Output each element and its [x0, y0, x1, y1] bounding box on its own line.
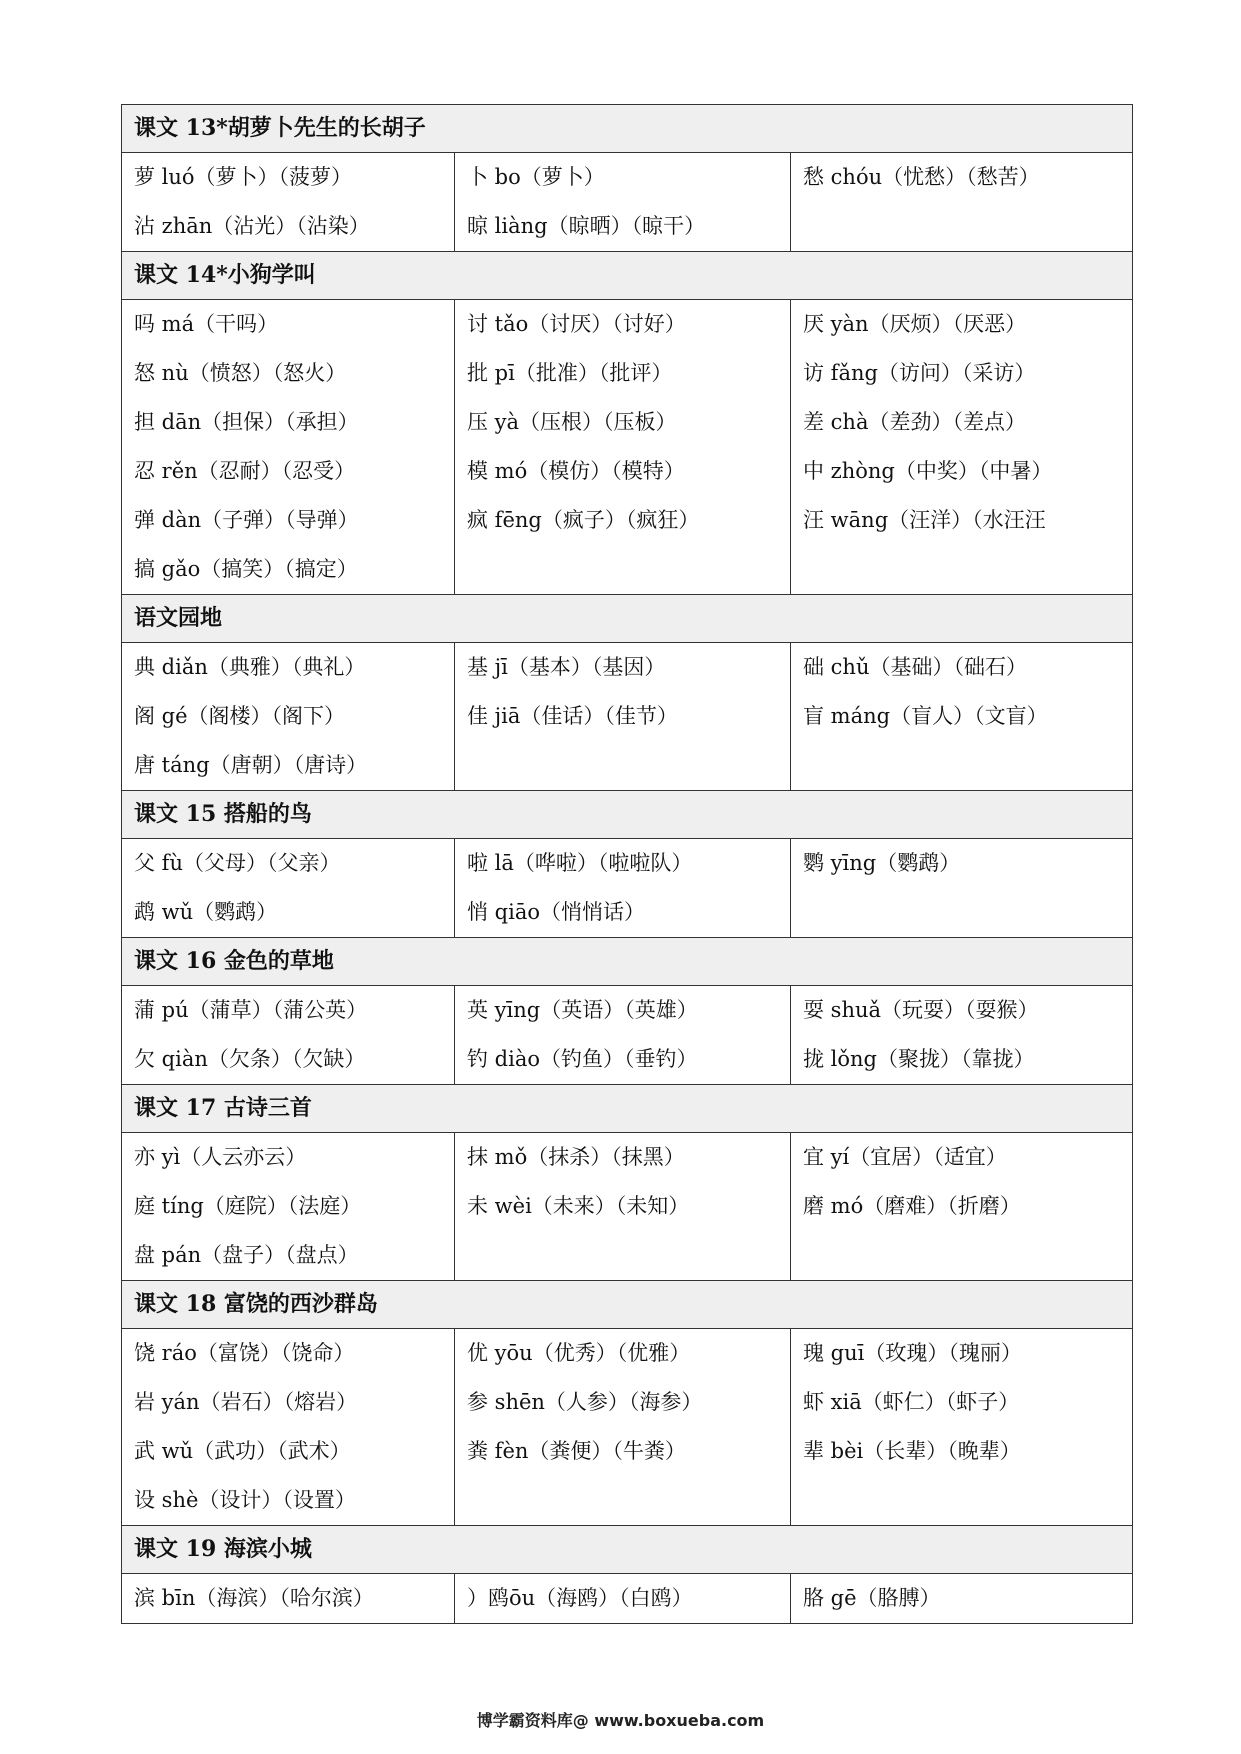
vocabulary-cell: [791, 1329, 1133, 1526]
vocabulary-cell: [455, 839, 791, 938]
vocabulary-entry: 鹦 yīng（鹦鹉）: [803, 851, 961, 875]
vocabulary-row: [122, 839, 1133, 938]
vocabulary-entry: 阁 gé（阁楼）（阁下）: [134, 704, 346, 728]
vocabulary-entry: 模 mó（模仿）（模特）: [467, 459, 685, 483]
vocabulary-cell: [791, 643, 1133, 791]
vocabulary-entry: 沾 zhān（沾光）（沾染）: [134, 214, 370, 238]
vocabulary-entry: 典 diǎn（典雅）（典礼）: [134, 655, 366, 679]
vocabulary-entry: 父 fù（父母）（父亲）: [134, 851, 341, 875]
vocabulary-entry: 鹉 wǔ（鹦鹉）: [134, 900, 278, 924]
section-header-row: [122, 1085, 1133, 1133]
section-header-row: [122, 1281, 1133, 1329]
vocabulary-entry: 汪 wāng（汪洋）（水汪汪: [803, 508, 1046, 532]
vocabulary-entry: 滨 bīn（海滨）（哈尔滨）: [134, 1586, 374, 1610]
vocabulary-cell: [791, 1574, 1133, 1624]
vocabulary-entry: 访 fǎng（访问）（采访）: [803, 361, 1036, 385]
vocabulary-cell: [455, 1133, 791, 1281]
vocabulary-entry: 啦 lā（哗啦）（啦啦队）: [467, 851, 693, 875]
section-header-row: [122, 791, 1133, 839]
section-header-row: [122, 105, 1133, 153]
vocabulary-entry: ）鸥ōu（海鸥）（白鸥）: [467, 1586, 693, 1610]
vocabulary-entry: 差 chà（差劲）（差点）: [803, 410, 1026, 434]
vocabulary-row: [122, 1574, 1133, 1624]
vocabulary-entry: 英 yīng（英语）（英雄）: [467, 998, 698, 1022]
vocabulary-entry: 拢 lǒng（聚拢）（靠拢）: [803, 1047, 1035, 1071]
vocabulary-entry: 粪 fèn（粪便）（牛粪）: [467, 1439, 686, 1463]
vocabulary-entry: 弹 dàn（子弹）（导弹）: [134, 508, 359, 532]
page-footer: 博学霸资料库@ www.boxueba.com: [476, 1711, 765, 1730]
vocabulary-entry: 佳 jiā（佳话）（佳节）: [467, 704, 678, 728]
lesson-title: 课文 19 海滨小城: [122, 1526, 1133, 1574]
vocabulary-cell: [122, 300, 455, 595]
vocabulary-cell: [791, 300, 1133, 595]
vocabulary-row: [122, 643, 1133, 791]
vocabulary-entry: 疯 fēng（疯子）（疯狂）: [467, 508, 700, 532]
vocabulary-entry: 饶 ráo（富饶）（饶命）: [134, 1341, 355, 1365]
vocabulary-cell: [791, 153, 1133, 252]
vocabulary-cell: [455, 986, 791, 1085]
vocabulary-cell: [122, 839, 455, 938]
vocabulary-entry: 胳 gē（胳膊）: [803, 1586, 941, 1610]
vocabulary-row: [122, 300, 1133, 595]
vocabulary-entry: 辈 bèi（长辈）（晚辈）: [803, 1439, 1021, 1463]
vocabulary-entry: 怒 nù（愤怒）（怒火）: [134, 361, 347, 385]
vocabulary-cell: [122, 986, 455, 1085]
vocabulary-cell: [791, 1133, 1133, 1281]
vocabulary-row: [122, 1133, 1133, 1281]
vocabulary-entry: 厌 yàn（厌烦）（厌恶）: [803, 312, 1027, 336]
lesson-title: 课文 14*小狗学叫: [122, 252, 1133, 300]
vocabulary-entry: 晾 liàng（晾晒）（晾干）: [467, 214, 706, 238]
vocabulary-entry: 吗 má（干吗）: [134, 312, 279, 336]
vocabulary-entry: 钓 diào（钓鱼）（垂钓）: [467, 1047, 698, 1071]
vocabulary-cell: [455, 1329, 791, 1526]
lesson-title: 课文 16 金色的草地: [122, 938, 1133, 986]
vocabulary-entry: 萝 luó（萝卜）（菠萝）: [134, 165, 353, 189]
vocabulary-cell: [122, 153, 455, 252]
vocabulary-entry: 担 dān（担保）（承担）: [134, 410, 359, 434]
vocabulary-entry: 优 yōu（优秀）（优雅）: [467, 1341, 691, 1365]
vocabulary-entry: 庭 tíng（庭院）（法庭）: [134, 1194, 362, 1218]
vocabulary-cell: [122, 1133, 455, 1281]
lesson-title: 语文园地: [122, 595, 1133, 643]
lesson-title: 课文 13*胡萝卜先生的长胡子: [122, 105, 1133, 153]
section-header-row: [122, 1526, 1133, 1574]
vocabulary-row: [122, 153, 1133, 252]
lesson-title: 课文 17 古诗三首: [122, 1085, 1133, 1133]
vocabulary-entry: 愁 chóu（忧愁）（愁苦）: [803, 165, 1040, 189]
vocabulary-cell: [122, 1329, 455, 1526]
vocabulary-entry: 岩 yán（岩石）（熔岩）: [134, 1390, 358, 1414]
vocabulary-entry: 蒲 pú（蒲草）（蒲公英）: [134, 998, 368, 1022]
vocabulary-row: [122, 986, 1133, 1085]
vocabulary-entry: 压 yà（压根）（压板）: [467, 410, 677, 434]
vocabulary-table: [121, 104, 1133, 1624]
vocabulary-entry: 中 zhòng（中奖）（中暑）: [803, 459, 1053, 483]
vocabulary-cell: [791, 986, 1133, 1085]
vocabulary-entry: 唐 táng（唐朝）（唐诗）: [134, 753, 368, 777]
vocabulary-entry: 耍 shuǎ（玩耍）（耍猴）: [803, 998, 1039, 1022]
vocabulary-entry: 忍 rěn（忍耐）（忍受）: [134, 459, 356, 483]
vocabulary-entry: 磨 mó（磨难）（折磨）: [803, 1194, 1021, 1218]
vocabulary-entry: 亦 yì（人云亦云）: [134, 1145, 307, 1169]
vocabulary-entry: 础 chǔ（基础）（础石）: [803, 655, 1027, 679]
vocabulary-entry: 未 wèi（未来）（未知）: [467, 1194, 690, 1218]
vocabulary-cell: [122, 643, 455, 791]
vocabulary-entry: 欠 qiàn（欠条）（欠缺）: [134, 1047, 366, 1071]
vocabulary-cell: [455, 153, 791, 252]
vocabulary-cell: [791, 839, 1133, 938]
vocabulary-entry: 讨 tǎo（讨厌）（讨好）: [467, 312, 686, 336]
vocabulary-entry: 参 shēn（人参）（海参）: [467, 1390, 703, 1414]
vocabulary-entry: 宜 yí（宜居）（适宜）: [803, 1145, 1007, 1169]
vocabulary-entry: 悄 qiāo（悄悄话）: [467, 900, 645, 924]
section-header-row: [122, 938, 1133, 986]
vocabulary-cell: [122, 1574, 455, 1624]
table-body: [122, 105, 1133, 1624]
vocabulary-entry: 盲 máng（盲人）（文盲）: [803, 704, 1048, 728]
vocabulary-entry: 批 pī（批准）（批评）: [467, 361, 673, 385]
vocabulary-entry: 瑰 guī（玫瑰）（瑰丽）: [803, 1341, 1022, 1365]
vocabulary-entry: 搞 gǎo（搞笑）（搞定）: [134, 557, 358, 581]
vocabulary-row: [122, 1329, 1133, 1526]
lesson-title: 课文 18 富饶的西沙群岛: [122, 1281, 1133, 1329]
vocabulary-entry: 武 wǔ（武功）（武术）: [134, 1439, 351, 1463]
vocabulary-entry: 设 shè（设计）（设置）: [134, 1488, 356, 1512]
section-header-row: [122, 252, 1133, 300]
section-header-row: [122, 595, 1133, 643]
vocabulary-cell: [455, 300, 791, 595]
vocabulary-cell: [455, 1574, 791, 1624]
vocabulary-entry: 盘 pán（盘子）（盘点）: [134, 1243, 359, 1267]
vocabulary-entry: 抹 mǒ（抹杀）（抹黑）: [467, 1145, 685, 1169]
vocabulary-entry: 卜 bo（萝卜）: [467, 165, 605, 189]
vocabulary-cell: [455, 643, 791, 791]
lesson-title: 课文 15 搭船的鸟: [122, 791, 1133, 839]
vocabulary-entry: 虾 xiā（虾仁）（虾子）: [803, 1390, 1020, 1414]
vocabulary-entry: 基 jī（基本）（基因）: [467, 655, 666, 679]
